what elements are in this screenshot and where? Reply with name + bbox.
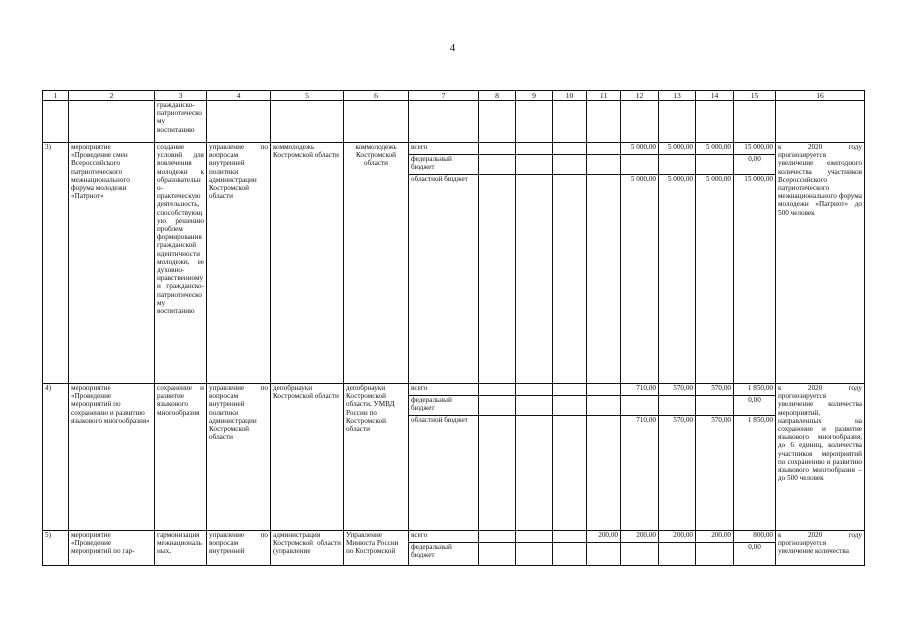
table-row — [43, 384, 865, 396]
value-col14: 570,00 — [696, 416, 734, 531]
header-cell: 12 — [621, 91, 659, 101]
value-col11 — [587, 155, 621, 175]
table-row — [43, 531, 865, 543]
value-col13: 5 000,00 — [659, 143, 696, 155]
value-col14 — [696, 155, 734, 175]
value-col11: 200,00 — [587, 531, 621, 543]
cell-empty — [479, 543, 516, 566]
value-col13: 570,00 — [659, 384, 696, 396]
header-cell: 8 — [479, 91, 516, 101]
header-cell: 4 — [207, 91, 271, 101]
measure-goal: гармонизация межнациональных, — [155, 531, 207, 566]
row-number: 5) — [43, 531, 69, 566]
cell-empty — [516, 143, 553, 155]
cell-empty — [553, 384, 587, 396]
cell-num — [43, 101, 69, 143]
coordinator: управление по вопросам внутренней политики администрации Костромской области — [207, 384, 271, 531]
header-cell: 13 — [659, 91, 696, 101]
funding-source: областной бюджет — [409, 416, 479, 531]
funding-source: областной бюджет — [409, 175, 479, 384]
cell-empty — [479, 101, 516, 143]
executor: администрация Костромской области (управление — [271, 531, 344, 566]
funding-source: всего — [409, 531, 479, 543]
value-col15: 0,00 — [734, 543, 776, 566]
header-cell: 10 — [553, 91, 587, 101]
cell-empty — [516, 101, 553, 143]
cell-empty — [621, 101, 659, 143]
cell-empty — [516, 416, 553, 531]
funding-source: всего — [409, 384, 479, 396]
cell-empty — [516, 175, 553, 384]
value-col13: 200,00 — [659, 531, 696, 543]
header-cell: 15 — [734, 91, 776, 101]
row-number: 3) — [43, 143, 69, 384]
value-col14: 200,00 — [696, 531, 734, 543]
cell-empty — [696, 101, 734, 143]
cell-source — [409, 101, 479, 143]
header-cell: 1 — [43, 91, 69, 101]
cell-empty — [553, 143, 587, 155]
cell-empty — [587, 101, 621, 143]
value-col12 — [621, 155, 659, 175]
cell-empty — [516, 384, 553, 396]
cell-empty — [516, 396, 553, 416]
value-col14: 570,00 — [696, 384, 734, 396]
coordinator: управление по вопросам внутренней — [207, 531, 271, 566]
measure-goal: сохранение и развитие языкового многообразия — [155, 384, 207, 531]
cell-executor — [271, 101, 344, 143]
measure-name: мероприятие «Проведение мероприятий по гар- — [69, 531, 155, 566]
value-col11 — [587, 384, 621, 396]
cell-result — [776, 101, 865, 143]
cell-empty — [553, 396, 587, 416]
value-col13 — [659, 396, 696, 416]
value-col13: 570,00 — [659, 416, 696, 531]
value-col12: 200,00 — [621, 531, 659, 543]
cell-empty — [479, 143, 516, 155]
cell-participants — [344, 101, 409, 143]
value-col11 — [587, 396, 621, 416]
continuation-row — [43, 101, 865, 143]
cell-empty — [659, 101, 696, 143]
measure-goal: создание условий для вовлечения молодежи к образовательно-практическую деятельность, способствующую решению проблем формирования гражданской идентичности молодежи, ее духовно-нравственному и гражданско-патриотическому воспитанию — [155, 143, 207, 384]
cell-goal: гражданско-патриотическому воспитанию — [155, 101, 207, 143]
header-cell: 14 — [696, 91, 734, 101]
value-col15: 0,00 — [734, 155, 776, 175]
header-cell: 9 — [516, 91, 553, 101]
coordinator: управление по вопросам внутренней политики администрации Костромской области — [207, 143, 271, 384]
cell-empty — [479, 396, 516, 416]
cell-empty — [553, 531, 587, 543]
cell-empty — [553, 101, 587, 143]
participants: коммолодежь Костромской области — [344, 143, 409, 384]
cell-empty — [479, 416, 516, 531]
header-cell: 5 — [271, 91, 344, 101]
header-cell: 11 — [587, 91, 621, 101]
value-col11 — [587, 143, 621, 155]
header-cell: 2 — [69, 91, 155, 101]
value-col12: 710,00 — [621, 384, 659, 396]
value-col13 — [659, 543, 696, 566]
header-cell: 16 — [776, 91, 865, 101]
value-col11 — [587, 175, 621, 384]
cell-name — [69, 101, 155, 143]
cell-empty — [479, 155, 516, 175]
funding-source: федеральный бюджет — [409, 155, 479, 175]
row-number: 4) — [43, 384, 69, 531]
value-col14: 5 000,00 — [696, 175, 734, 384]
participants: Управление Минюста России по Костромской — [344, 531, 409, 566]
funding-source: федеральный бюджет — [409, 543, 479, 566]
executor: депобрнауки Костромской области — [271, 384, 344, 531]
cell-empty — [516, 543, 553, 566]
value-col12: 5 000,00 — [621, 143, 659, 155]
header-cell: 3 — [155, 91, 207, 101]
value-col15: 800,00 — [734, 531, 776, 543]
executor: коммолодежь Костромской области — [271, 143, 344, 384]
cell-empty — [479, 531, 516, 543]
cell-empty — [553, 155, 587, 175]
value-col14: 5 000,00 — [696, 143, 734, 155]
cell-empty — [516, 531, 553, 543]
value-col12: 710,00 — [621, 416, 659, 531]
value-col15: 1 850,00 — [734, 384, 776, 396]
value-col13: 5 000,00 — [659, 175, 696, 384]
cell-empty — [479, 384, 516, 396]
table-row — [43, 143, 865, 155]
program-table — [42, 90, 865, 566]
cell-empty — [553, 175, 587, 384]
value-col14 — [696, 543, 734, 566]
measure-name: мероприятие «Проведение смен Всероссийского патриотического межнационального форума молодежи «Патриот» — [69, 143, 155, 384]
value-col15: 1 850,00 — [734, 416, 776, 531]
participants: депобрнауки Костромской области, УМВД России по Костромской области — [344, 384, 409, 531]
header-row — [43, 91, 865, 101]
expected-result: к 2020 году прогнозируется увеличение количества мероприятий, направленных на сохранение и развитие языкового многообразия, до 6 единиц, количества участников мероприятий по сохранению и развитию языкового многообразия – до 500 человек — [776, 384, 865, 531]
page-number: 4 — [449, 42, 456, 54]
value-col15: 15 000,00 — [734, 143, 776, 155]
cell-empty — [516, 155, 553, 175]
value-col11 — [587, 543, 621, 566]
value-col13 — [659, 155, 696, 175]
expected-result: к 2020 году прогнозируется увеличение ежегодного количества участников Всероссийского патриотического межнационального форума молодежи «Патриот» до 500 человек — [776, 143, 865, 384]
cell-empty — [479, 175, 516, 384]
value-col12: 5 000,00 — [621, 175, 659, 384]
expected-result: к 2020 году прогнозируется увеличение количества — [776, 531, 865, 566]
cell-coordinator — [207, 101, 271, 143]
value-col15: 0,00 — [734, 396, 776, 416]
cell-empty — [553, 416, 587, 531]
cell-empty — [734, 101, 776, 143]
funding-source: всего — [409, 143, 479, 155]
value-col15: 15 000,00 — [734, 175, 776, 384]
value-col11 — [587, 416, 621, 531]
funding-source: федеральный бюджет — [409, 396, 479, 416]
measure-name: мероприятие «Проведение мероприятий по сохранению и развитию языкового многообразия» — [69, 384, 155, 531]
header-cell: 6 — [344, 91, 409, 101]
cell-empty — [553, 543, 587, 566]
value-col14 — [696, 396, 734, 416]
value-col12 — [621, 396, 659, 416]
header-cell: 7 — [409, 91, 479, 101]
value-col12 — [621, 543, 659, 566]
